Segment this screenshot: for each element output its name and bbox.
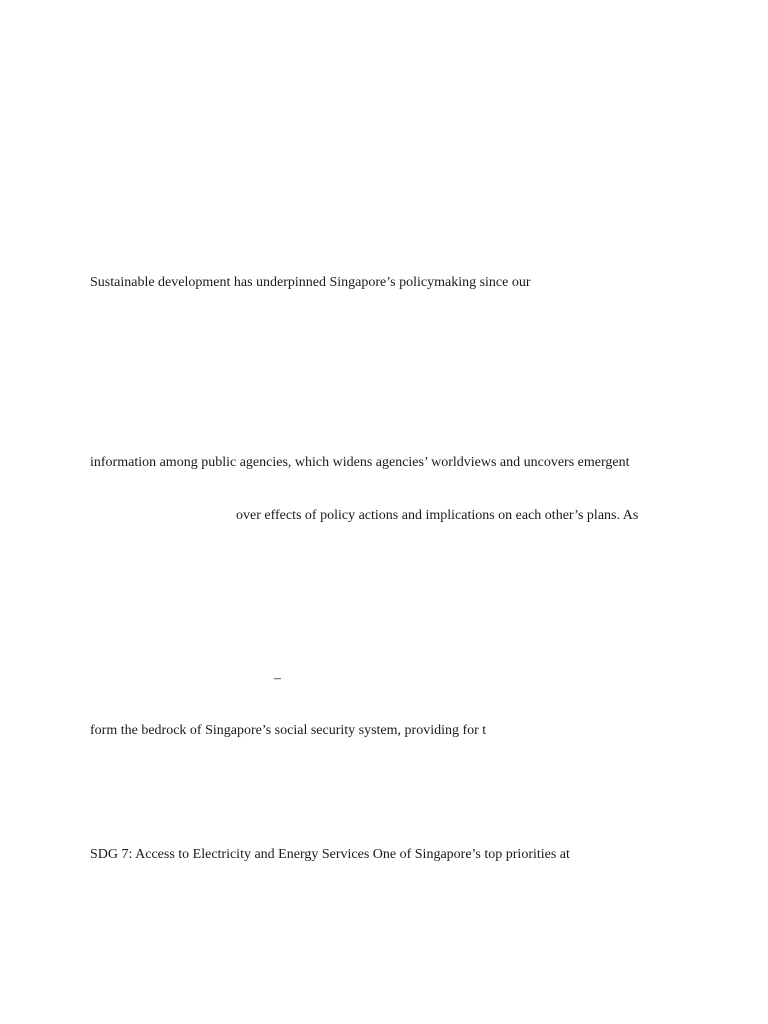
text-line: information among public agencies, which widens agencies’ worldviews and uncovers emergent [90, 455, 630, 470]
text-line: Sustainable development has underpinned Singapore’s policymaking since our [90, 275, 531, 290]
text-line: form the bedrock of Singapore’s social security system, providing for t [90, 723, 487, 738]
section-heading-line: SDG 7: Access to Electricity and Energy Services One of Singapore’s top priorities at [90, 847, 570, 862]
text-line: – [274, 671, 281, 686]
text-line: over effects of policy actions and implications on each other’s plans. As [236, 508, 639, 523]
